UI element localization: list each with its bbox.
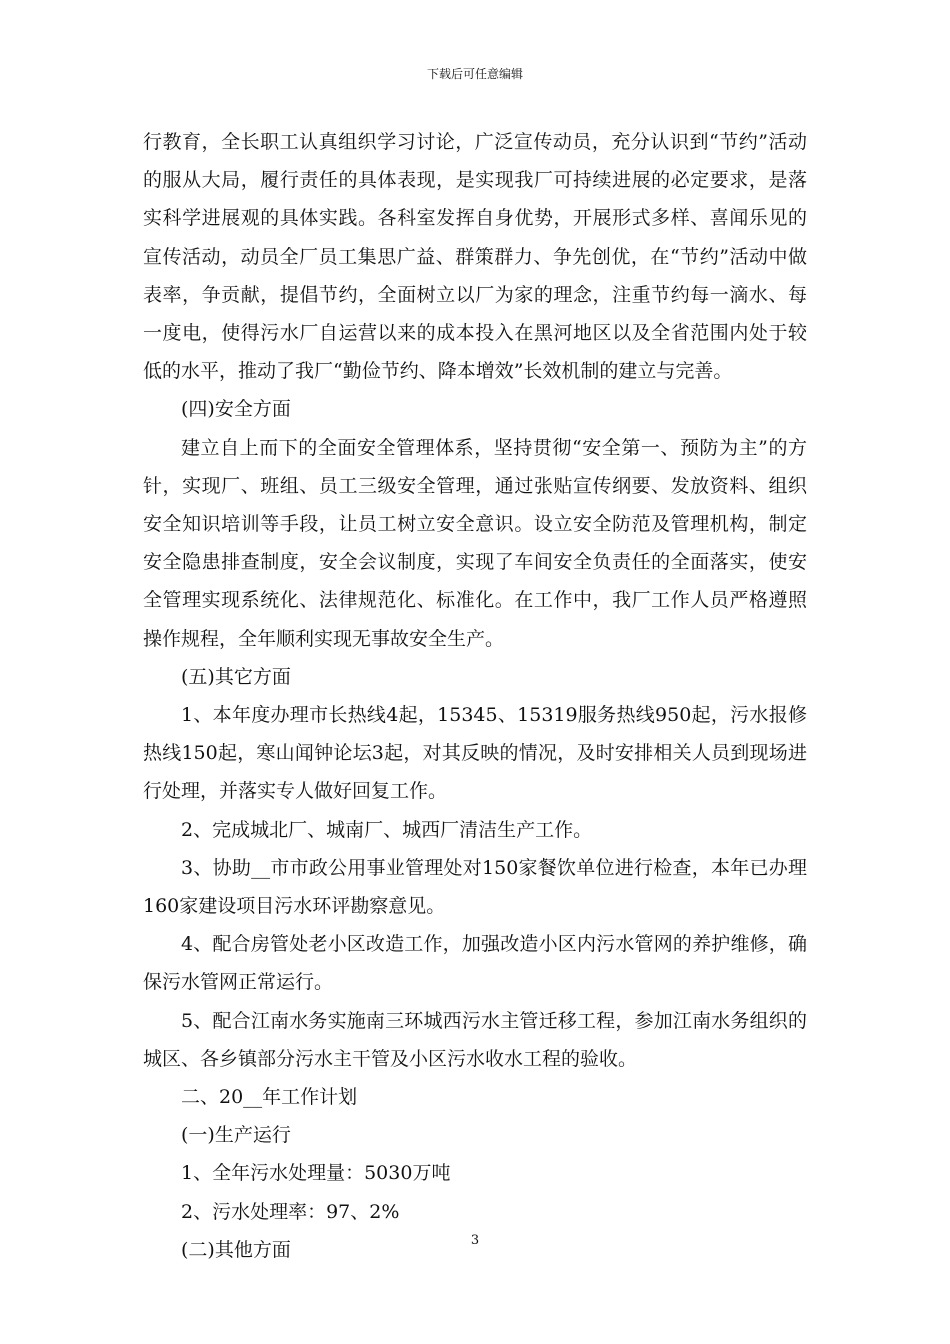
section-heading-production: (一)生产运行 xyxy=(181,1124,291,1147)
list-item-renovation: 4、配合房管处老小区改造工作，加强改造小区内污水管网的养护维修，确保污水管网正常运行。 xyxy=(143,933,807,994)
list-item-pipeline-relocation: 5、配合江南水务实施南三环城西污水主管迁移工程，参加江南水务组织的城区、各乡镇部分污水主干管及小区污水收水工程的验收。 xyxy=(143,1009,807,1070)
paragraph-safety: 建立自上而下的全面安全管理体系，坚持贯彻“安全第一、预防为主”的方针，实现厂、班组、员工三级安全管理，通过张贴宣传纲要、发放资料、组织安全知识培训等手段，让员工树立安全意识。设立安全防范及管理机构，制定安全隐患排查制度，安全会议制度，实现了车间安全负责任的全面落实，使安全管理实现系统化、法律规范化、标准化。在工作中，我厂工作人员严格遵照操作规程，全年顺利实现无事故安全生产。 xyxy=(143,436,807,650)
section-heading-safety: (四)安全方面 xyxy=(181,398,291,421)
section-heading-work-plan: 二、20__年工作计划 xyxy=(181,1086,358,1109)
document-body xyxy=(143,123,807,1269)
paragraph-conservation-continued: 行教育，全长职工认真组织学习讨论，广泛宣传动员，充分认识到“节约”活动的服从大局，履行责任的具体表现，是实现我厂可持续进展的必定要求，是落实科学进展观的具体实践。各科室发挥自身优势，开展形式多样、喜闻乐见的宣传活动，动员全厂员工集思广益、群策群力、争先创优，在“节约”活动中做表率，争贡献，提倡节约，全面树立以厂为家的理念，注重节约每一滴水、每一度电，使得污水厂自运营以来的成本投入在黑河地区以及全省范围内处于较低的水平，推动了我厂“勤俭节约、降本增效”长效机制的建立与完善。 xyxy=(143,131,807,383)
page-header: 下载后可任意编辑 xyxy=(426,67,523,81)
section-heading-other-aspects: (二)其他方面 xyxy=(181,1238,291,1261)
list-item-clean-production: 2、完成城北厂、城南厂、城西厂清洁生产工作。 xyxy=(181,818,593,841)
list-item-inspection: 3、协助__市市政公用事业管理处对150家餐饮单位进行检查，本年已办理160家建设项目污水环评勘察意见。 xyxy=(143,856,807,918)
section-heading-other: (五)其它方面 xyxy=(181,665,291,688)
list-item-treatment-volume: 1、全年污水处理量：5030万吨 xyxy=(181,1162,451,1185)
list-item-treatment-rate: 2、污水处理率：97、2% xyxy=(181,1200,400,1223)
list-item-hotlines: 1、本年度办理市长热线4起，15345、15319服务热线950起，污水报修热线150起，寒山闻钟论坛3起，对其反映的情况，及时安排相关人员到现场进行处理，并落实专人做好回复工作。 xyxy=(143,704,807,803)
page-number: 3 xyxy=(470,1233,480,1248)
